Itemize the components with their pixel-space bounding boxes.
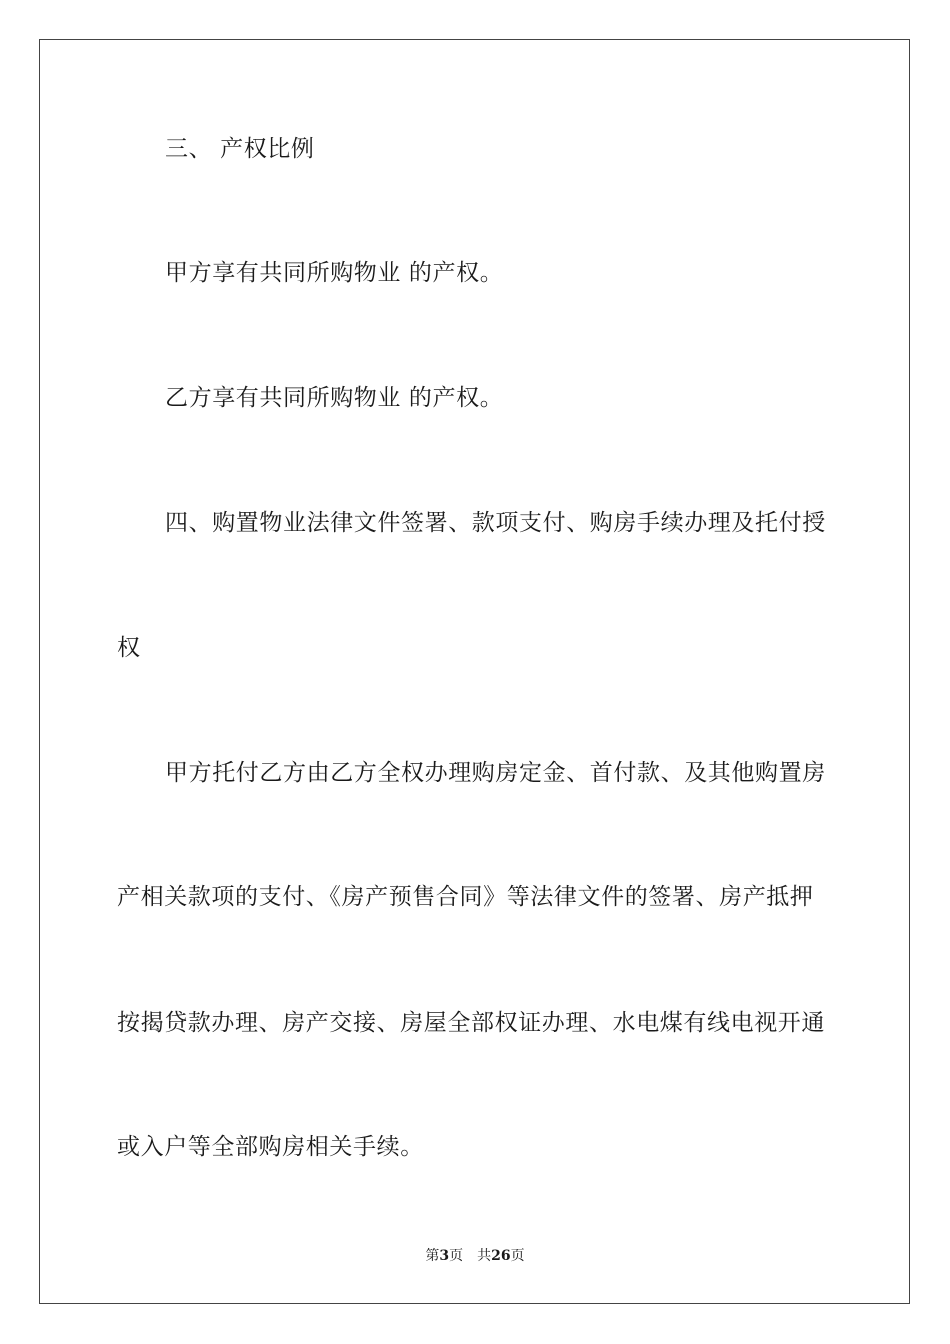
paragraph-line: 或入户等全部购房相关手续。: [117, 1134, 424, 1160]
paragraph-line: 甲方享有共同所购物业 的产权。: [165, 260, 504, 286]
total-prefix: 共: [477, 1248, 492, 1264]
total-pages: 26: [491, 1248, 511, 1264]
total-suffix: 页: [510, 1248, 525, 1264]
page-suffix: 页: [449, 1248, 464, 1264]
section-heading-4: 四、购置物业法律文件签署、款项支付、购房手续办理及托付授: [165, 510, 826, 536]
paragraph-line: 乙方享有共同所购物业 的产权。: [165, 385, 504, 411]
page-prefix: 第: [425, 1248, 440, 1264]
paragraph-line: 产相关款项的支付、《房产预售合同》等法律文件的签署、房产抵押: [117, 884, 814, 910]
section-heading-3: 三、 产权比例: [165, 136, 315, 162]
page-number: 3: [439, 1248, 450, 1264]
section-heading-4-continued: 权: [117, 635, 141, 661]
paragraph-line: 按揭贷款办理、房产交接、房屋全部权证办理、水电煤有线电视开通: [117, 1010, 825, 1036]
paragraph-line: 甲方托付乙方由乙方全权办理购房定金、首付款、及其他购置房: [165, 760, 826, 786]
page-footer: [0, 1247, 950, 1265]
page-border: [39, 39, 910, 1304]
